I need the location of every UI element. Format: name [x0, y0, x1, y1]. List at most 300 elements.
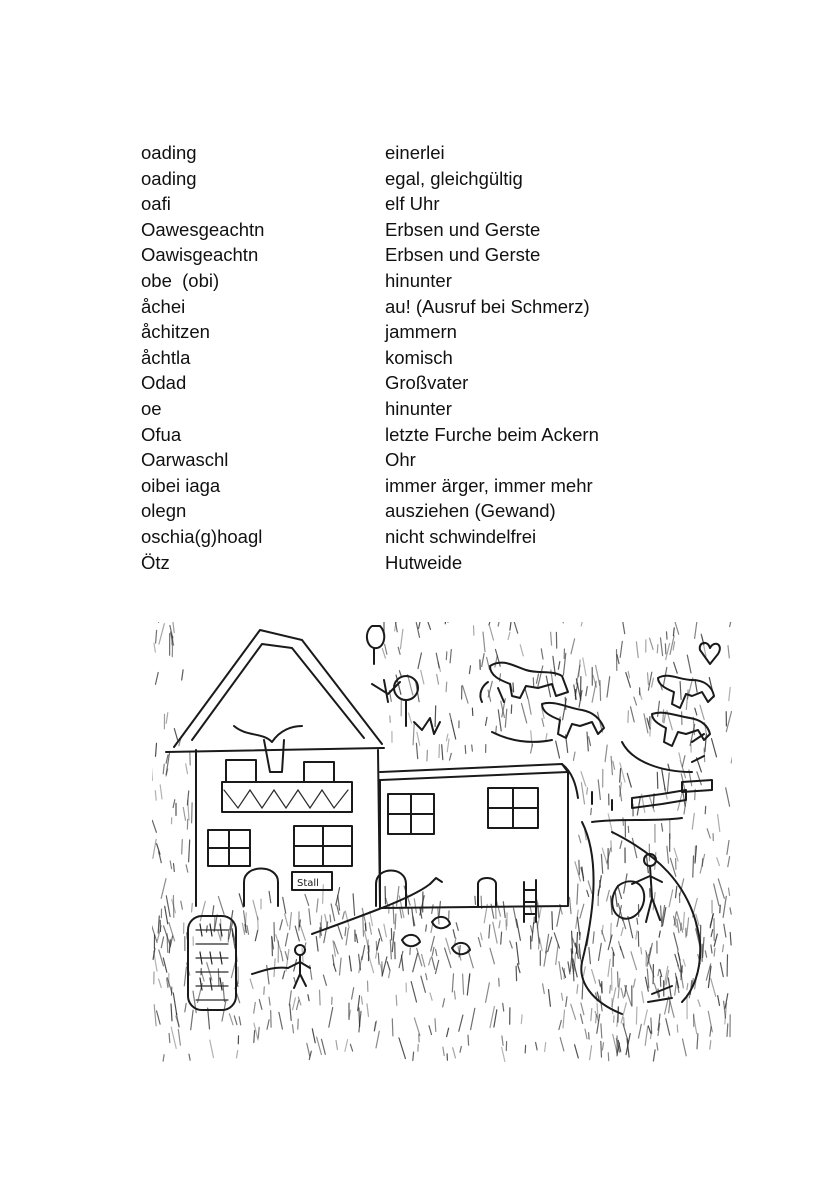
scribble-texture: [152, 622, 732, 1062]
scribble-stroke: [185, 1003, 186, 1012]
glossary-row: [141, 166, 701, 192]
scribble-stroke: [591, 808, 592, 814]
scribble-stroke: [556, 741, 560, 758]
scribble-stroke: [320, 990, 321, 1005]
scribble-stroke: [274, 923, 275, 942]
scribble-stroke: [516, 966, 517, 981]
scribble-stroke: [450, 753, 452, 760]
scribble-stroke: [159, 979, 162, 987]
scribble-stroke: [517, 964, 520, 973]
scribble-stroke: [669, 890, 673, 907]
scribble-stroke: [413, 953, 418, 972]
scribble-stroke: [453, 1048, 456, 1058]
scribble-stroke: [675, 981, 677, 995]
scribble-stroke: [202, 972, 205, 981]
scribble-stroke: [512, 622, 518, 633]
scribble-stroke: [726, 788, 730, 806]
scribble-stroke: [269, 891, 271, 902]
scribble-stroke: [628, 917, 633, 938]
stable-building: [380, 764, 578, 922]
glossary-definition: Ohr: [385, 449, 416, 471]
scribble-stroke: [353, 894, 355, 916]
scribble-stroke: [163, 764, 164, 774]
scribble-stroke: [158, 916, 159, 933]
glossary-row: [141, 396, 701, 422]
scribble-stroke: [297, 1000, 299, 1009]
glossary-term: oibei iaga: [141, 474, 221, 496]
scribble-stroke: [170, 861, 171, 869]
scribble-stroke: [657, 772, 658, 788]
scribble-stroke: [493, 922, 497, 943]
scribble-stroke: [585, 1029, 587, 1039]
glossary-definition: ausziehen (Gewand): [385, 500, 556, 522]
scribble-stroke: [413, 1052, 414, 1060]
scribble-stroke: [551, 632, 552, 645]
scribble-stroke: [552, 912, 553, 930]
scribble-stroke: [587, 890, 589, 896]
scribble-stroke: [649, 717, 650, 726]
scribble-stroke: [727, 841, 729, 855]
scribble-stroke: [559, 1021, 561, 1030]
scribble-stroke: [239, 894, 243, 907]
scribble-stroke: [490, 948, 494, 964]
scribble-stroke: [417, 732, 420, 745]
scribble-stroke: [682, 756, 685, 767]
scribble-stroke: [322, 1039, 326, 1054]
scribble-stroke: [459, 1015, 463, 1031]
glossary-row: [141, 473, 701, 499]
scribble-stroke: [446, 652, 447, 660]
scribble-stroke: [369, 923, 371, 935]
scribble-stroke: [255, 931, 257, 941]
scribble-stroke: [307, 1043, 310, 1056]
scribble-stroke: [570, 897, 572, 913]
scribble-stroke: [670, 858, 675, 876]
scribble-stroke: [662, 770, 665, 790]
scribble-stroke: [254, 1031, 255, 1043]
scribble-stroke: [293, 1025, 294, 1033]
scribble-stroke: [710, 1041, 711, 1049]
scribble-stroke: [365, 924, 366, 931]
scribble-stroke: [154, 643, 155, 652]
glossary-term: oafi: [141, 193, 171, 215]
glossary-term: oading: [141, 167, 197, 189]
scribble-stroke: [218, 930, 221, 941]
scribble-stroke: [163, 1055, 164, 1061]
scribble-stroke: [378, 953, 379, 964]
scribble-stroke: [254, 1003, 256, 1014]
scribble-stroke: [584, 967, 586, 976]
scribble-stroke: [637, 918, 638, 924]
scribble-stroke: [498, 622, 502, 626]
scribble-stroke: [399, 1038, 405, 1059]
scribble-stroke: [677, 919, 679, 933]
scribble-stroke: [279, 1012, 283, 1029]
scribble-stroke: [505, 709, 507, 727]
scribble-stroke: [658, 969, 659, 975]
scribble-stroke: [494, 1010, 497, 1027]
scribble-stroke: [157, 844, 160, 855]
scribble-stroke: [579, 835, 581, 842]
scribble-stroke: [346, 928, 348, 945]
scribble-stroke: [683, 960, 685, 966]
scribble-stroke: [258, 1027, 259, 1038]
scribble-stroke: [704, 748, 705, 762]
scribble-stroke: [157, 1011, 161, 1024]
glossary-definition: nicht schwindelfrei: [385, 525, 537, 547]
scribble-stroke: [679, 753, 681, 759]
glossary-definition: Großvater: [385, 372, 469, 394]
farmhouse-sketch: [152, 622, 732, 1062]
scribble-stroke: [632, 838, 636, 857]
scribble-stroke: [628, 672, 629, 678]
scribble-stroke: [189, 1054, 190, 1060]
scribble-stroke: [623, 622, 625, 634]
scribble-stroke: [644, 714, 648, 733]
scribble-stroke: [486, 717, 488, 725]
scribble-stroke: [652, 678, 654, 687]
scribble-stroke: [710, 914, 713, 926]
scribble-stroke: [481, 933, 483, 940]
scribble-stroke: [468, 1035, 469, 1045]
scribble-stroke: [159, 624, 164, 644]
scribble-stroke: [720, 963, 723, 977]
scribble-stroke: [182, 670, 183, 680]
scribble-stroke: [653, 1050, 655, 1061]
scribble-stroke: [673, 628, 674, 636]
scribble-stroke: [693, 856, 694, 877]
scribble-stroke: [429, 958, 431, 965]
scribble-stroke: [686, 690, 688, 710]
scribble-stroke: [300, 925, 305, 940]
glossary-definition: hinunter: [385, 269, 452, 291]
scribble-stroke: [687, 984, 688, 990]
scribble-stroke: [723, 896, 726, 917]
scribble-stroke: [338, 925, 343, 939]
scribble-stroke: [280, 920, 283, 930]
scribble-stroke: [508, 632, 510, 639]
glossary-term: olegn: [141, 500, 187, 522]
scribble-stroke: [487, 657, 490, 669]
scribble-stroke: [432, 905, 433, 914]
scribble-stroke: [427, 750, 428, 761]
scribble-stroke: [545, 1043, 546, 1052]
scribble-stroke: [367, 1004, 369, 1017]
scribble-stroke: [349, 956, 351, 971]
scribble-stroke: [598, 780, 600, 800]
scribble-stroke: [502, 1036, 503, 1045]
scribble-stroke: [448, 622, 449, 623]
scribble-stroke: [397, 887, 399, 906]
glossary-row: [141, 422, 701, 448]
scribble-stroke: [290, 913, 292, 930]
scribble-stroke: [637, 796, 640, 815]
scribble-stroke: [730, 908, 731, 914]
scribble-stroke: [156, 743, 157, 756]
scribble-stroke: [267, 1020, 269, 1030]
scribble-stroke: [173, 993, 176, 1015]
scribble-stroke: [634, 697, 637, 705]
scribble-stroke: [607, 890, 610, 901]
scribble-stroke: [541, 649, 543, 659]
scribble-stroke: [726, 712, 731, 732]
scribble-stroke: [345, 927, 346, 935]
scribble-stroke: [648, 1026, 650, 1033]
scribble-stroke: [580, 904, 584, 918]
scribble-stroke: [331, 904, 335, 921]
scribble-stroke: [413, 724, 414, 745]
scribble-stroke: [503, 902, 505, 918]
scribble-stroke: [186, 764, 188, 774]
scribble-stroke: [592, 970, 596, 984]
scribble-stroke: [250, 979, 253, 988]
scribble-stroke: [711, 979, 716, 997]
scribble-stroke: [417, 948, 422, 966]
scribble-stroke: [695, 622, 698, 638]
glossary-definition: au! (Ausruf bei Schmerz): [385, 295, 590, 317]
glossary-row: [141, 242, 701, 268]
scribble-stroke: [181, 901, 183, 909]
scribble-stroke: [382, 649, 385, 659]
scribble-stroke: [631, 707, 635, 722]
scribble-stroke: [218, 969, 219, 986]
scribble-stroke: [612, 999, 613, 1014]
scribble-stroke: [597, 1003, 598, 1017]
scribble-stroke: [173, 622, 174, 633]
scribble-stroke: [639, 692, 642, 700]
glossary-term: Oarwaschl: [141, 449, 229, 471]
scribble-stroke: [400, 629, 403, 649]
scribble-stroke: [362, 997, 363, 1004]
glossary-term: Oawisgeachtn: [141, 244, 259, 266]
scribble-stroke: [658, 701, 660, 716]
scribble-stroke: [602, 1043, 603, 1050]
scribble-stroke: [345, 1040, 348, 1052]
scribble-stroke: [644, 1010, 647, 1025]
scribble-stroke: [363, 914, 364, 936]
scribble-stroke: [503, 1003, 504, 1011]
scribble-stroke: [324, 922, 328, 943]
scribble-stroke: [398, 647, 400, 654]
scribble-stroke: [171, 1004, 172, 1021]
scribble-stroke: [618, 886, 622, 899]
scribble-stroke: [731, 748, 732, 763]
scribble-stroke: [645, 1027, 648, 1046]
scribble-stroke: [333, 955, 335, 966]
scribble-stroke: [446, 938, 451, 954]
scribble-stroke: [516, 943, 519, 965]
scribble-stroke: [160, 785, 162, 799]
scribble-stroke: [642, 992, 644, 1003]
glossary-term: åchei: [141, 295, 186, 317]
scribble-stroke: [499, 978, 500, 986]
scribble-stroke: [591, 1009, 592, 1021]
scribble-stroke: [207, 963, 212, 980]
scribble-stroke: [155, 791, 156, 801]
scribble-stroke: [718, 815, 720, 832]
scribble-stroke: [451, 720, 455, 739]
scribble-stroke: [439, 902, 440, 917]
scribble-stroke: [210, 1040, 214, 1058]
scribble-stroke: [495, 656, 497, 667]
scribble-stroke: [608, 814, 613, 834]
scribble-stroke: [602, 848, 607, 864]
scribble-stroke: [581, 1003, 584, 1015]
scribble-stroke: [514, 908, 518, 927]
scribble-stroke: [376, 948, 378, 958]
scribble-stroke: [589, 1033, 590, 1039]
scribble-stroke: [537, 674, 539, 683]
glossary-term: obe (obi): [141, 269, 220, 291]
scribble-stroke: [621, 988, 623, 998]
scribble-stroke: [601, 1024, 602, 1038]
scribble-stroke: [620, 641, 622, 657]
scribble-stroke: [323, 885, 324, 904]
glossary-term: oe: [141, 397, 162, 419]
scribble-stroke: [560, 1038, 564, 1051]
scribble-stroke: [620, 946, 624, 958]
scribble-stroke: [692, 813, 694, 829]
scribble-stroke: [556, 945, 558, 965]
scribble-stroke: [636, 931, 637, 940]
scribble-stroke: [697, 772, 701, 785]
scribble-stroke: [382, 957, 387, 976]
scribble-stroke: [501, 932, 502, 944]
scribble-stroke: [718, 996, 720, 1006]
scribble-stroke: [465, 746, 466, 754]
scribble-stroke: [610, 985, 611, 993]
scribble-stroke: [447, 1028, 449, 1036]
scribble-stroke: [730, 933, 731, 946]
scribble-stroke: [453, 930, 455, 938]
scribble-stroke: [675, 622, 679, 634]
scribble-stroke: [605, 745, 607, 762]
scribble-stroke: [586, 687, 588, 696]
scribble-stroke: [581, 1014, 583, 1023]
glossary-definition: Erbsen und Gerste: [385, 244, 541, 266]
scribble-stroke: [234, 1016, 237, 1025]
glossary-row: [141, 498, 701, 524]
scribble-stroke: [566, 997, 567, 1007]
scribble-stroke: [587, 788, 588, 795]
scribble-stroke: [283, 971, 285, 979]
scribble-stroke: [628, 711, 629, 723]
scribble-stroke: [312, 1029, 315, 1043]
scribble-stroke: [192, 904, 193, 912]
scribble-stroke: [229, 1014, 233, 1025]
scribble-stroke: [231, 962, 235, 978]
glossary-definition: komisch: [385, 346, 453, 368]
scribble-stroke: [663, 710, 664, 722]
scribble-stroke: [573, 752, 575, 760]
scribble-stroke: [163, 958, 167, 972]
scribble-stroke: [522, 704, 527, 723]
scribble-stroke: [611, 841, 612, 852]
scribble-stroke: [188, 800, 189, 820]
glossary-definition: hinunter: [385, 397, 452, 419]
scribble-stroke: [432, 947, 434, 955]
scribble-stroke: [362, 946, 365, 960]
scribble-stroke: [486, 983, 490, 1003]
scribble-stroke: [409, 713, 412, 723]
scribble-stroke: [156, 673, 159, 685]
scribble-stroke: [429, 1026, 432, 1035]
scribble-stroke: [543, 984, 545, 994]
scribble-stroke: [563, 1010, 565, 1028]
scribble-stroke: [463, 686, 468, 703]
scribble-stroke: [695, 680, 697, 693]
scribble-stroke: [308, 995, 309, 1001]
scribble-stroke: [166, 713, 168, 724]
scribble-stroke: [446, 682, 447, 692]
scribble-stroke: [395, 914, 396, 929]
scribble-stroke: [387, 962, 390, 970]
scribble-stroke: [607, 677, 610, 697]
scribble-stroke: [165, 906, 168, 924]
scribble-stroke: [530, 907, 531, 913]
scribble-stroke: [521, 1015, 522, 1024]
scribble-stroke: [482, 654, 484, 667]
scribble-stroke: [727, 1024, 728, 1037]
glossary-row: [141, 268, 701, 294]
scribble-stroke: [384, 924, 387, 937]
scribble-stroke: [615, 892, 617, 906]
scribble-stroke: [242, 923, 244, 934]
scribble-stroke: [450, 650, 451, 663]
scribble-stroke: [223, 983, 225, 1002]
scribble-stroke: [437, 675, 439, 685]
scribble-stroke: [510, 622, 513, 630]
scribble-stroke: [544, 951, 547, 966]
scribble-stroke: [272, 937, 273, 955]
scribble-stroke: [568, 962, 570, 974]
scribble-stroke: [528, 700, 531, 715]
scribble-stroke: [714, 884, 719, 905]
scribble-stroke: [489, 925, 490, 938]
scribble-stroke: [323, 975, 326, 985]
scribble-stroke: [618, 972, 619, 987]
scribble-stroke: [710, 1027, 711, 1037]
scribble-stroke: [562, 993, 563, 1000]
scribble-stroke: [667, 846, 669, 863]
scribble-stroke: [510, 941, 512, 948]
scribble-stroke: [599, 980, 600, 987]
scribble-stroke: [499, 921, 500, 928]
scribble-stroke: [392, 932, 394, 952]
scribble-stroke: [418, 653, 421, 669]
scribble-stroke: [178, 1030, 180, 1046]
scribble-stroke: [602, 931, 605, 942]
glossary-term: åchtla: [141, 346, 191, 368]
scribble-stroke: [673, 642, 674, 650]
scribble-stroke: [572, 938, 575, 947]
glossary-term: Odad: [141, 372, 187, 394]
scribble-stroke: [436, 950, 437, 956]
scribble-stroke: [729, 687, 730, 700]
scribble-stroke: [650, 638, 654, 649]
scribble-stroke: [447, 739, 449, 752]
scribble-stroke: [589, 948, 591, 964]
scribble-stroke: [189, 840, 190, 862]
scribble-stroke: [478, 938, 480, 947]
scribble-stroke: [593, 932, 594, 944]
scribble-stroke: [558, 662, 559, 670]
scribble-stroke: [620, 769, 621, 783]
scribble-stroke: [321, 916, 322, 931]
scribble-stroke: [554, 933, 559, 948]
scribble-stroke: [174, 864, 175, 872]
scribble-stroke: [411, 982, 416, 1002]
